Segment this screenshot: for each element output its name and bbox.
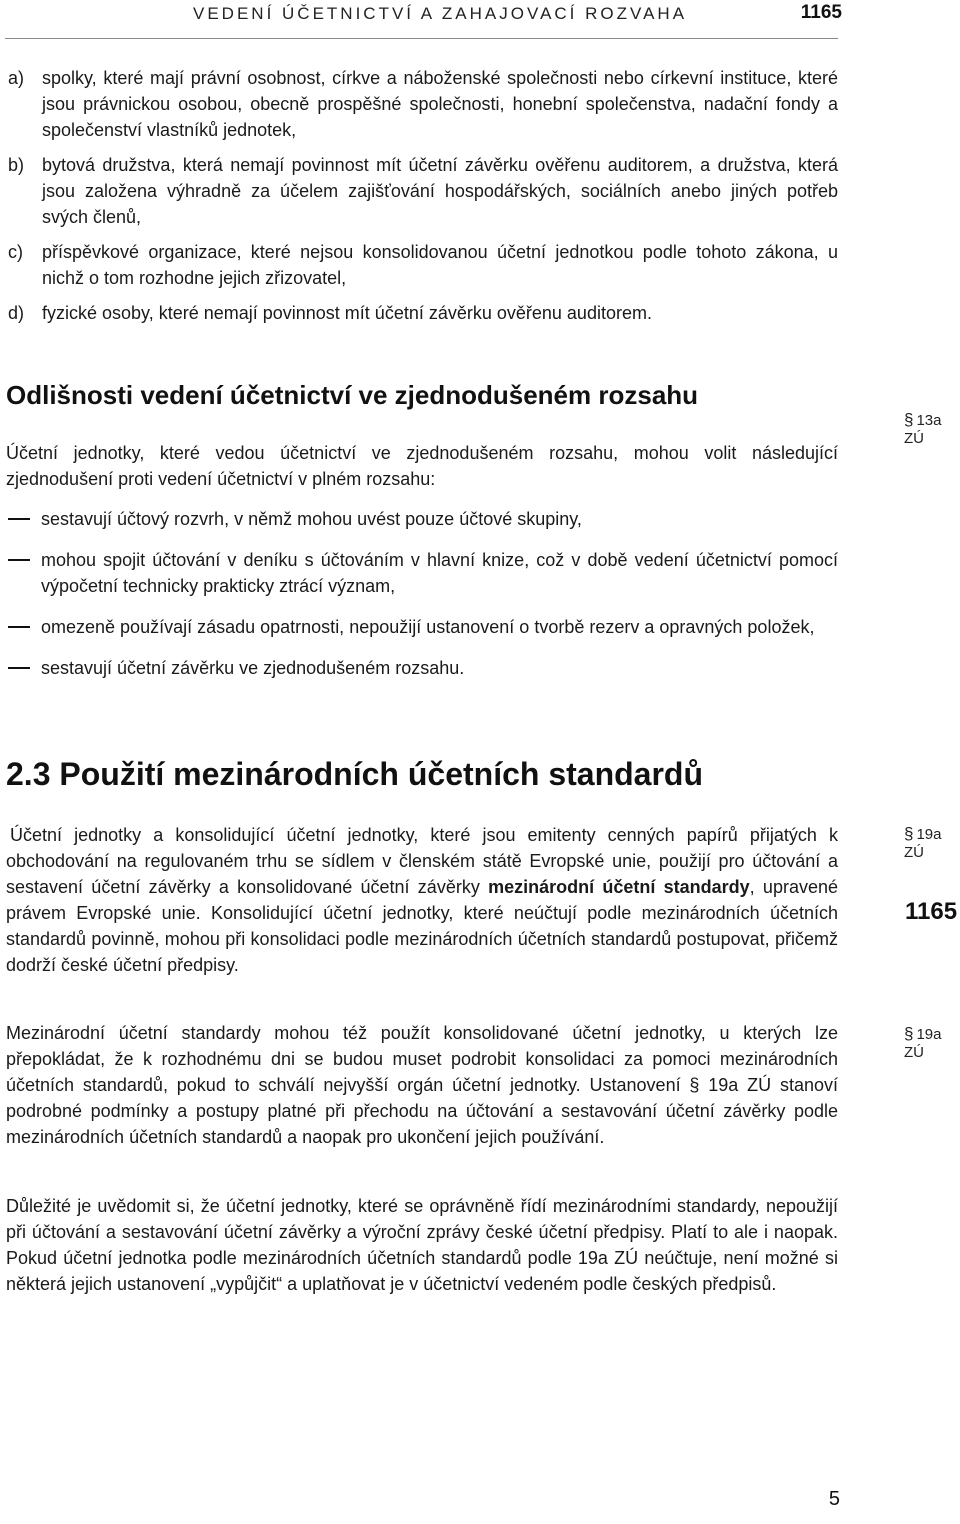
- dash-bullet: [8, 518, 30, 520]
- paragraph-text: , upravené právem Evropské unie. Konsolidující účetní jednotky, které neúčtují podle mezinárodních účetních standardů povinně, mohou při konsolidaci podle mezinárodních účetních standardů postupovat, přičemž dodrží české účetní předpisy.: [6, 877, 838, 975]
- list-item: [8, 614, 838, 640]
- list-item-marker: a): [8, 68, 25, 88]
- chapter-paragraph-1: [6, 822, 838, 978]
- list-item: [8, 547, 838, 599]
- paragraph-text: Účetní jednotky a konsolidující účetní jednotky, které jsou emitenty cenných papírů přijatých k obchodování na regulovaném trhu se sídlem v členském státě Evropské unie, použijí pro účtování a sestavení účetní závěrky a konsolidované účetní závěrky: [6, 825, 838, 897]
- margin-reference-label: 19a ZÚ: [904, 1026, 942, 1061]
- list-item-text: sestavují účetní závěrku ve zjednodušeném rozsahu.: [41, 658, 465, 678]
- entity-list: [8, 65, 838, 335]
- list-item-text: příspěvkové organizace, které nejsou konsolidovanou účetní jednotkou podle tohoto zákona, u nichž o tom rozhodne jejich zřizovatel,: [42, 242, 838, 288]
- margin-reference-19a: [904, 824, 960, 861]
- list-item-text: spolky, které mají právní osobnost, církve a náboženské společnosti nebo církevní instituce, které jsou právnickou osobou, obecně prospěšné společnosti, honební společenstva, nadační fondy a společenství vlastníků jednotek,: [42, 68, 838, 140]
- list-item: [8, 300, 838, 326]
- list-item-text: omezeně používají zásadu opatrnosti, nepoužijí ustanovení o tvorbě rezerv a opravných položek,: [41, 617, 815, 637]
- section-symbol: §: [904, 410, 914, 429]
- list-item-text: bytová družstva, která nemají povinnost mít účetní závěrku ověřenu auditorem, a družstva, která jsou založena výhradně za účelem zajišťování hospodářských, sociálních anebo jiných potřeb svých členů,: [42, 155, 838, 227]
- chapter-heading: 2.3 Použití mezinárodních účetních standardů: [6, 756, 703, 792]
- list-item-marker: d): [8, 303, 25, 323]
- emphasis-term: mezinárodní účetní standardy: [488, 877, 750, 897]
- list-item-text: sestavují účtový rozvrh, v němž mohou uvést pouze účtové skupiny,: [41, 509, 582, 529]
- list-item-marker: b): [8, 155, 25, 175]
- section-intro-paragraph: Účetní jednotky, které vedou účetnictví ve zjednodušeném rozsahu, mohou volit následující zjednodušení proti vedení účetnictví v plném rozsahu:: [6, 443, 838, 489]
- section-symbol: §: [904, 1024, 914, 1043]
- list-item: [8, 655, 838, 681]
- dash-bullet: [8, 559, 30, 561]
- running-header-page-number: 1165: [800, 2, 842, 23]
- section-heading: Odlišnosti vedení účetnictví ve zjednodušeném rozsahu: [6, 380, 699, 410]
- running-header-title: VEDENÍ ÚČETNICTVÍ A ZAHAJOVACÍ ROZVAHA: [193, 4, 688, 23]
- margin-reference-label: 13a ZÚ: [904, 412, 942, 447]
- margin-paragraph-number: 1165: [905, 898, 958, 925]
- chapter-paragraph-2: Mezinárodní účetní standardy mohou též použít konsolidované účetní jednotky, u kterých lze přepokládat, že k rozhodnému dni se budou muset podrobit konsolidaci za pomoci mezinárodních účetních standardů, pokud to schválí nejvyšší orgán účetní jednotky. Ustanovení § 19a ZÚ stanoví podrobné podmínky a postupy platné při přechodu na účtování a sestavování účetní závěrky podle mezinárodních účetních standardů a naopak pro ukončení jejich používání.: [6, 1023, 838, 1147]
- chapter-paragraph-3: Důležité je uvědomit si, že účetní jednotky, které se oprávněně řídí mezinárodními standardy, nepoužijí při účtování a sestavování účetní závěrky a výroční zprávy české účetní předpisy. Platí to ale i naopak. Pokud účetní jednotka podle mezinárodních účetních standardů podle 19a ZÚ neúčtuje, není možné si některá jejich ustanovení „vypůjčit“ a uplatňovat je v účetnictví vedeném podle českých předpisů.: [6, 1196, 838, 1294]
- margin-reference-19a: [904, 1024, 960, 1061]
- margin-reference-13a: [904, 410, 960, 447]
- list-item: [8, 152, 838, 230]
- list-item-marker: c): [8, 242, 23, 262]
- list-item: [8, 239, 838, 291]
- header-divider: [5, 38, 838, 39]
- simplification-list: [8, 506, 838, 696]
- section-symbol: §: [904, 824, 914, 843]
- list-item-text: mohou spojit účtování v deníku s účtováním v hlavní knize, což v době vedení účetnictví pomocí výpočetní technicky prakticky ztrácí význam,: [41, 550, 838, 596]
- dash-bullet: [8, 626, 30, 628]
- list-item: [8, 65, 838, 143]
- page-number: 5: [828, 1488, 840, 1510]
- dash-bullet: [8, 667, 30, 669]
- list-item-text: fyzické osoby, které nemají povinnost mít účetní závěrku ověřenu auditorem.: [42, 303, 652, 323]
- margin-reference-label: 19a ZÚ: [904, 826, 942, 861]
- list-item: [8, 506, 838, 532]
